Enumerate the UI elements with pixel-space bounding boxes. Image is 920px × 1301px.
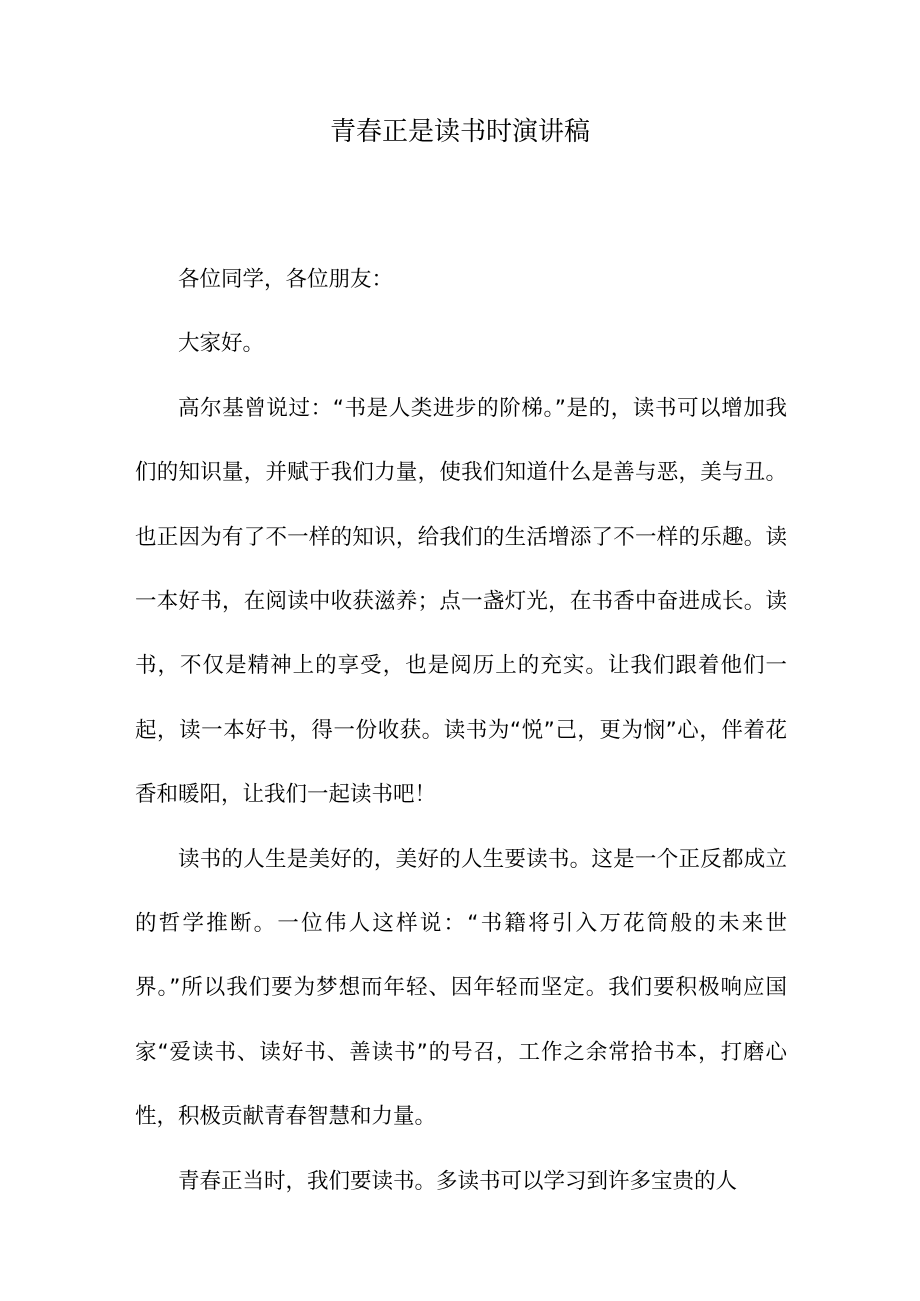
paragraph-youth: 青春正当时，我们要读书。多读书可以学习到许多宝贵的人 [178,1168,738,1194]
paragraph-greeting: 各位同学，各位朋友： [178,267,394,292]
document-body [135,248,787,1214]
paragraph-reading-life: 读书的人生是美好的，美好的人生要读书。这是一个正反都成立的哲学推断。一位伟人这样说：“书籍将引入万花筒般的未来世界。”所以我们要为梦想而年轻、因年轻而坚定。我们要积极响应国家“爱读书、读好书、善读书”的号召，工作之余常拾书本，打磨心性，积极贡献青春智慧和力量。 [135,846,787,1130]
document-title: 青春正是读书时演讲稿 [329,117,590,147]
paragraph-hello: 大家好。 [178,331,265,357]
paragraph-gorky-quote: 高尔基曾说过：“书是人类进步的阶梯。”是的，读书可以增加我们的知识量，并赋于我们力量，使我们知道什么是善与恶，美与丑。也正因为有了不一样的知识，给我们的生活增添了不一样的乐趣。读一本好书，在阅读中收获滋养；点一盏灯光，在书香中奋进成长。读书，不仅是精神上的享受，也是阅历上的充实。让我们跟着他们一起，读一本好书，得一份收获。读书为“悦”己，更为悯”心，伴着花香和暖阳，让我们一起读书吧！ [135,395,787,808]
